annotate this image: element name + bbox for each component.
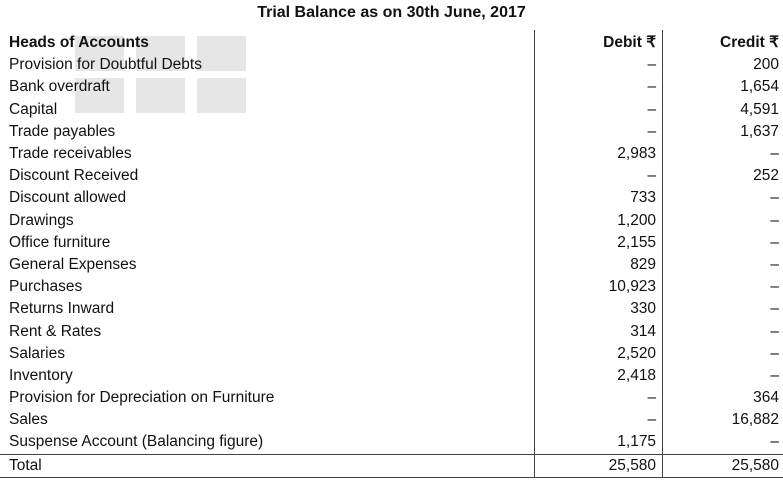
account-head: Suspense Account (Balancing figure) (9, 433, 264, 451)
account-head: Discount allowed (9, 189, 127, 207)
debit-amount: – (534, 54, 663, 76)
column-header-debit: Debit ₹ (534, 30, 663, 54)
column-header-heads: Heads of Accounts (9, 34, 149, 52)
table-row (0, 365, 783, 387)
table-row (0, 343, 783, 365)
credit-amount: 1,654 (663, 76, 783, 98)
account-head: Sales (9, 411, 48, 429)
debit-amount: – (534, 409, 663, 431)
table-row (0, 187, 783, 209)
table-row (0, 387, 783, 409)
account-head: Office furniture (9, 233, 111, 251)
table-row (0, 121, 783, 143)
table-row (0, 254, 783, 276)
credit-amount: – (663, 276, 783, 298)
debit-amount: 1,200 (534, 210, 663, 232)
table-row (0, 76, 783, 98)
debit-amount: 2,983 (534, 143, 663, 165)
debit-amount: – (534, 121, 663, 143)
table-row (0, 320, 783, 342)
total-debit: 25,580 (534, 454, 663, 477)
account-head: Drawings (9, 211, 74, 229)
table-header-row (0, 30, 783, 54)
credit-amount: – (663, 187, 783, 209)
account-head: General Expenses (9, 255, 137, 273)
table-row (0, 409, 783, 431)
table-row (0, 99, 783, 121)
table-row (0, 276, 783, 298)
credit-amount: 200 (663, 54, 783, 76)
debit-amount: 10,923 (534, 276, 663, 298)
debit-amount: – (534, 387, 663, 409)
table-row (0, 232, 783, 254)
account-head: Trade payables (9, 122, 116, 140)
credit-amount: 364 (663, 387, 783, 409)
account-head: Bank overdraft (9, 78, 110, 96)
credit-amount: – (663, 210, 783, 232)
table-row (0, 143, 783, 165)
account-head: Inventory (9, 366, 73, 384)
debit-amount: 733 (534, 187, 663, 209)
account-head: Capital (9, 100, 58, 118)
credit-amount: – (663, 232, 783, 254)
credit-amount: 4,591 (663, 99, 783, 121)
account-head: Rent & Rates (9, 322, 102, 340)
table-row (0, 54, 783, 76)
table-body (0, 54, 783, 454)
credit-amount: 252 (663, 165, 783, 187)
table-row (0, 431, 783, 454)
account-head: Trade receivables (9, 145, 132, 163)
credit-amount: – (663, 254, 783, 276)
debit-amount: 829 (534, 254, 663, 276)
credit-amount: – (663, 298, 783, 320)
debit-amount: – (534, 165, 663, 187)
page-title: Trial Balance as on 30th June, 2017 (257, 4, 526, 21)
debit-amount: 1,175 (534, 431, 663, 454)
account-head: Salaries (9, 344, 65, 362)
debit-amount: – (534, 99, 663, 121)
debit-amount: 330 (534, 298, 663, 320)
debit-amount: 2,418 (534, 365, 663, 387)
total-label: Total (0, 454, 534, 477)
account-head: Provision for Doubtful Debts (9, 56, 202, 74)
debit-amount: 2,520 (534, 343, 663, 365)
credit-amount: 1,637 (663, 121, 783, 143)
account-head: Returns Inward (9, 300, 115, 318)
credit-amount: 16,882 (663, 409, 783, 431)
credit-amount: – (663, 143, 783, 165)
account-head: Provision for Depreciation on Furniture (9, 389, 275, 407)
total-row (0, 454, 783, 477)
column-header-credit: Credit ₹ (663, 30, 783, 54)
debit-amount: 2,155 (534, 232, 663, 254)
table-row (0, 165, 783, 187)
account-head: Purchases (9, 278, 83, 296)
account-head: Discount Received (9, 167, 139, 185)
credit-amount: – (663, 431, 783, 454)
credit-amount: – (663, 320, 783, 342)
trial-balance-table (0, 30, 783, 478)
debit-amount: 314 (534, 320, 663, 342)
table-row (0, 298, 783, 320)
credit-amount: – (663, 343, 783, 365)
table-row (0, 210, 783, 232)
credit-amount: – (663, 365, 783, 387)
debit-amount: – (534, 76, 663, 98)
total-credit: 25,580 (663, 454, 783, 477)
